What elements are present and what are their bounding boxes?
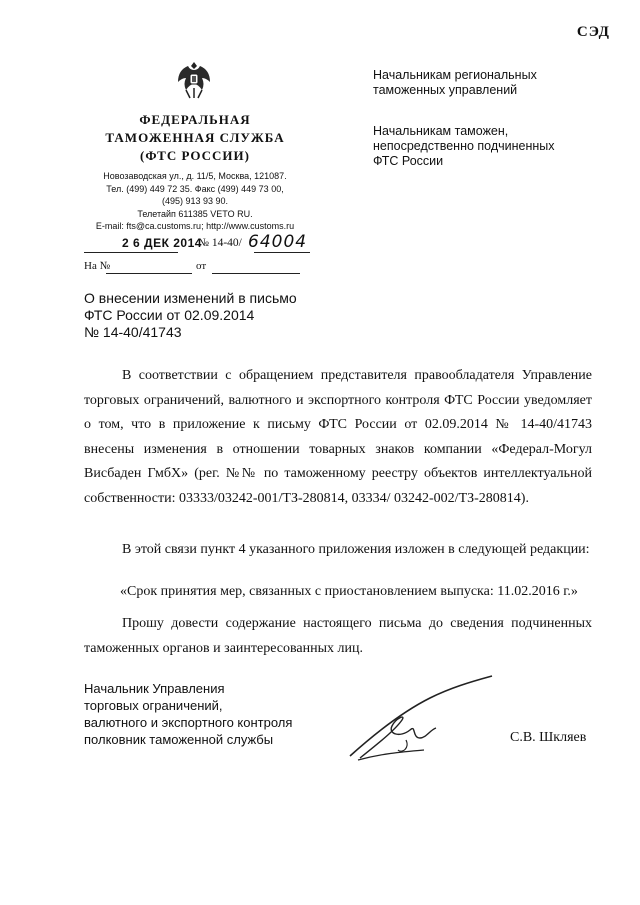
teletype-line: Телетайп 611385 VETO RU. — [137, 208, 253, 219]
reference-date-label: от — [196, 260, 207, 272]
signatory-title-line: полковник таможенной службы — [84, 732, 274, 747]
address-line: Новозаводская ул., д. 11/5, Москва, 121087. — [103, 171, 287, 181]
addressee-line: Начальникам региональных — [373, 68, 537, 82]
organization-contacts — [64, 170, 326, 233]
registration-line — [84, 232, 324, 256]
addressee-line: ФТС России — [373, 154, 444, 168]
reference-number-label: На № — [84, 260, 111, 272]
signatory-title — [84, 680, 314, 748]
addressee-customs — [373, 124, 613, 169]
registration-number-label: № 14-40/ — [198, 237, 242, 249]
body-paragraph-1: В соответствии с обращением представителя правообладателя Управление торговых ограничений, валютного и экспортного контроля ФТС России уведомляет о том, что в приложение к письму ФТС России от 02.09.2014 № 14-40/41743 внесены изменения в отношении товарных знаков компании «Федерал-Могул Висбаден ГмбХ» (рег. №№ по таможенному реестру объектов интеллектуальной собственности: 03333/03242-001/ТЗ-280814, 03334/ 03242-002/ТЗ-280814). — [84, 368, 592, 506]
addressee-line: непосредственно подчиненных — [373, 139, 555, 153]
quoted-amendment: «Срок принятия мер, связанных с приостановлением выпуска: 11.02.2016 г.» — [120, 584, 578, 599]
org-name-line2: ТАМОЖЕННАЯ СЛУЖБА — [105, 130, 285, 145]
signatory-name: С.В. Шкляев — [510, 730, 587, 745]
signatory-title-line: валютного и экспортного контроля — [84, 715, 293, 730]
document-system-mark: СЭД — [576, 24, 610, 40]
signatory-title-line: Начальник Управления — [84, 681, 225, 696]
subject-line: № 14-40/41743 — [84, 324, 182, 340]
reference-number-blank — [106, 273, 192, 274]
body-paragraph-3: Прошу довести содержание настоящего письма до сведения подчиненных таможенных органов и заинтересованных лиц. — [84, 616, 592, 656]
addressee-line: таможенных управлений — [373, 83, 518, 97]
organization-name — [70, 111, 320, 165]
letter-subject — [84, 290, 304, 341]
subject-line: О внесении изменений в письмо — [84, 290, 297, 306]
reference-line — [84, 260, 324, 276]
body-paragraph-2: В этой связи пункт 4 указанного приложения изложен в следующей редакции: — [122, 542, 590, 557]
addressee-line: Начальникам таможен, — [373, 124, 509, 138]
subject-line: ФТС России от 02.09.2014 — [84, 307, 255, 323]
signatory-title-line: торговых ограничений, — [84, 698, 223, 713]
org-name-line1: ФЕДЕРАЛЬНАЯ — [139, 112, 251, 127]
date-underline — [84, 252, 178, 253]
russian-eagle-emblem — [176, 60, 212, 100]
handwritten-signature — [340, 668, 500, 768]
reference-date-blank — [212, 273, 300, 274]
registration-number-handwritten: 64004 — [248, 232, 308, 252]
number-underline — [254, 252, 310, 253]
phone-line-2: (495) 913 93 90. — [161, 196, 229, 206]
phone-line: Тел. (499) 449 72 35. Факс (499) 449 73 00, — [106, 183, 284, 194]
email-line: E-mail: fts@ca.customs.ru; http://www.customs.ru — [95, 221, 295, 231]
org-name-line3: (ФТС РОССИИ) — [140, 148, 250, 163]
registration-date-stamp: 2 6 ДЕК 2014 — [122, 236, 202, 250]
addressee-regional — [373, 68, 613, 98]
